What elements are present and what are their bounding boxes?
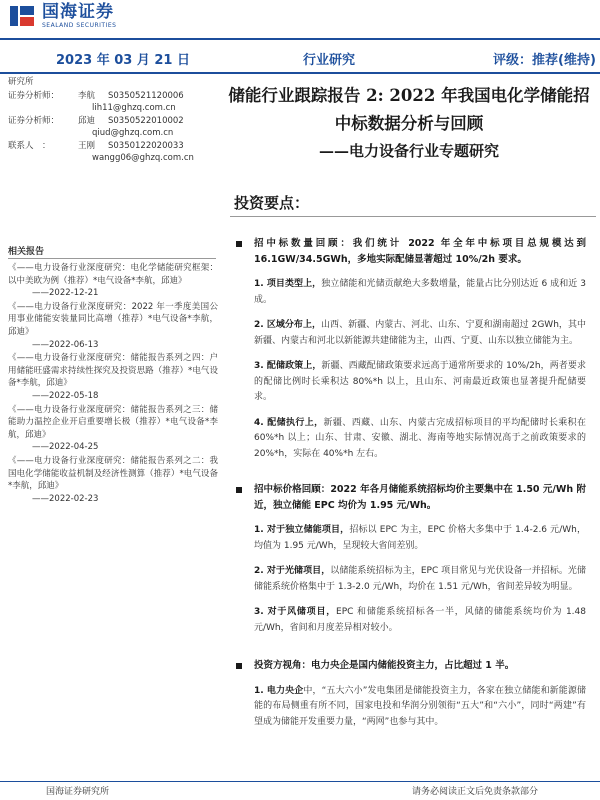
analyst-panel xyxy=(8,76,216,165)
related-report-text: 《——电力设备行业深度研究：2022 年一季度美国公用事业储能安装量同比高增（推荐）*电气设备*李航，邱迪》 xyxy=(8,301,218,337)
paragraph-lead: 1. 项目类型上， xyxy=(254,279,322,289)
paragraph-text: 招标以 EPC 为主，EPC 价格大多集中于 1.4-2.6 元/Wh，均值为 1.95 元/Wh，呈现较大省间差别。 xyxy=(254,525,586,551)
related-reports-title: 相关报告 xyxy=(8,247,45,257)
related-reports-list xyxy=(8,262,218,506)
section-bidding-volume xyxy=(236,236,586,462)
section-paragraph xyxy=(236,564,586,595)
analyst-name: 王刚 xyxy=(78,140,96,151)
section-paragraph xyxy=(236,523,586,554)
brand-name-cn: 国海证券 xyxy=(42,1,114,22)
section-paragraph xyxy=(236,416,586,463)
section-investor-view xyxy=(236,658,586,730)
key-points-title: 投资要点： xyxy=(234,194,310,212)
analyst-cert: S0350521120006 xyxy=(108,90,184,101)
report-rating: 评级：推荐(维持) xyxy=(493,53,596,68)
analyst-row xyxy=(8,90,216,103)
analyst-cert: S0350122020033 xyxy=(108,140,184,151)
analyst-role: 联系人 ： xyxy=(8,140,51,151)
section-paragraph xyxy=(236,684,586,731)
section-paragraph xyxy=(236,277,586,308)
section-bidding-price xyxy=(236,482,586,636)
paragraph-lead: 2. 对于光储项目， xyxy=(254,566,331,576)
related-report-date: ——2022-05-18 xyxy=(32,390,99,401)
bullet-square-icon xyxy=(236,487,242,493)
related-report-text: 《——电力设备行业深度研究：电化学储能研究框架：以中美欧为例（推荐）*电气设备*李航，邱迪》 xyxy=(8,263,218,286)
brand-name-en: SEALAND SECURITIES xyxy=(42,21,117,29)
related-report-text: 《——电力设备行业深度研究：储能报告系列之四：户用储能旺盛需求持续性探究及投资思路（推荐）*电气设备*李航，邱迪》 xyxy=(8,353,218,389)
paragraph-lead: 1. 电力央企 xyxy=(254,685,304,696)
logo-icon xyxy=(10,4,36,28)
footer-divider xyxy=(0,781,600,782)
related-report-date: ——2022-12-21 xyxy=(32,288,99,299)
analyst-email[interactable]: wangg06@ghzq.com.cn xyxy=(92,153,194,163)
analyst-role: 证券分析师： xyxy=(8,115,60,126)
related-report-item[interactable] xyxy=(8,455,218,505)
paragraph-lead: 1. 对于独立储能项目， xyxy=(254,525,350,535)
related-report-date: ——2022-04-25 xyxy=(32,442,99,453)
analyst-row xyxy=(8,115,216,128)
analyst-role: 证券分析师： xyxy=(8,90,60,101)
paragraph-text: 独立储能和光储贡献绝大多数增量，能量占比分别达近 6 成和近 3 成。 xyxy=(254,279,586,305)
key-points-divider xyxy=(230,216,596,217)
section-heading-text: 招中标数量回顾：我们统计 2022 年全年中标项目总规模达到 16.1GW/34.5GWh，多地实际配储显著超过 10%/2h 要求。 xyxy=(254,238,586,265)
paragraph-lead: 2. 区域分布上， xyxy=(254,320,322,330)
related-report-item[interactable] xyxy=(8,262,218,300)
page-title: 储能行业跟踪报告 2: 2022 年我国电化学储能招中标数据分析与回顾 xyxy=(228,86,590,133)
paragraph-text: EPC 和储能系统招标各一半，风储的储能系统均价为 1.48 元/Wh，省间和月度差异相对较小。 xyxy=(254,607,586,633)
related-report-item[interactable] xyxy=(8,404,218,454)
paragraph-text: 山西、新疆、内蒙古、河北、山东、宁夏和湖南超过 2GWh，其中新疆、内蒙古和河北以新能源共建储能为主，山西、宁夏、山东以独立储能为主。 xyxy=(254,320,586,346)
analyst-email[interactable]: lih11@ghzq.com.cn xyxy=(92,103,176,113)
related-report-date: ——2022-02-23 xyxy=(32,493,99,504)
page-subtitle: ——电力设备行业专题研究 xyxy=(318,142,499,160)
analyst-row xyxy=(8,140,216,153)
paragraph-lead: 4. 配储执行上， xyxy=(254,417,324,428)
analyst-email[interactable]: qiud@ghzq.com.cn xyxy=(92,128,174,138)
bullet-square-icon xyxy=(236,241,242,247)
section-heading-text: 招中标价格回顾：2022 年各月储能系统招标均价主要集中在 1.50 元/Wh 附近，独立储能 EPC 均价为 1.95 元/Wh。 xyxy=(254,484,586,511)
related-report-item[interactable] xyxy=(8,301,218,351)
analyst-name: 李航 xyxy=(78,90,96,101)
report-header-bar xyxy=(0,42,600,74)
analyst-cert: S0350522010002 xyxy=(108,115,184,126)
section-paragraph xyxy=(236,318,586,349)
footer-institute: 国海证券研究所 xyxy=(46,787,110,797)
brand-logo xyxy=(10,2,116,30)
paragraph-text: 新疆、西藏配储政策要求远高于通常所要求的 10%/2h，两者要求的配储比例时长乘积达 80%*h 以上，且山东、河南最近政策也显著提升配储要求。 xyxy=(254,361,586,402)
section-paragraph xyxy=(236,359,586,406)
analyst-name: 邱迪 xyxy=(78,115,96,126)
header-divider xyxy=(0,38,600,40)
section-heading xyxy=(236,658,586,674)
section-heading xyxy=(236,482,586,513)
paragraph-text: 中，“五大六小”发电集团是储能投资主力，各家在独立储能和新能源储能的布局侧重有所不同，国家电投和华润分别领衔“五大”和“六小”，同时“两建”有望成为储能开发重要力量，“两网”也参与其中。 xyxy=(254,685,586,727)
related-report-text: 《——电力设备行业深度研究：储能报告系列之三：储能助力温控企业开启重要增长极（推荐）*电气设备*李航，邱迪》 xyxy=(8,404,218,440)
paragraph-text: 新疆、西藏、山东、内蒙古完成招标项目的平均配储时长乘积在 60%*h 以上；山东、甘肃、安徽、湖北、海南等地实际情况高于之前政策要求的 20%*h，实际在 40%*h 左右。 xyxy=(254,417,586,459)
section-paragraph xyxy=(236,605,586,636)
section-heading-text: 投资方视角：电力央企是国内储能投资主力，占比超过 1 半。 xyxy=(254,660,515,671)
related-report-text: 《——电力设备行业深度研究：储能报告系列之二：我国电化学储能收益机制及经济性测算（推荐）*电气设备*李航，邱迪》 xyxy=(8,455,218,492)
footer-disclaimer: 请务必阅读正文后免责条款部分 xyxy=(412,787,539,797)
paragraph-lead: 3. 配储政策上， xyxy=(254,361,322,371)
paragraph-text: 以储能系统招标为主，EPC 项目常见与光伏设备一并招标。光储储能系统价格集中于 1.3-2.0 元/Wh，均价在 1.51 元/Wh，省间差异较为明显。 xyxy=(254,566,586,592)
report-date: 2023 年 03 月 21 日 xyxy=(56,53,190,68)
research-label: 研究所 xyxy=(8,77,34,87)
section-heading xyxy=(236,236,586,267)
related-divider xyxy=(8,258,216,259)
report-type: 行业研究 xyxy=(303,53,356,68)
related-report-date: ——2022-06-13 xyxy=(32,339,99,350)
bullet-square-icon xyxy=(236,663,242,669)
related-report-item[interactable] xyxy=(8,352,218,402)
paragraph-lead: 3. 对于风储项目， xyxy=(254,607,337,617)
